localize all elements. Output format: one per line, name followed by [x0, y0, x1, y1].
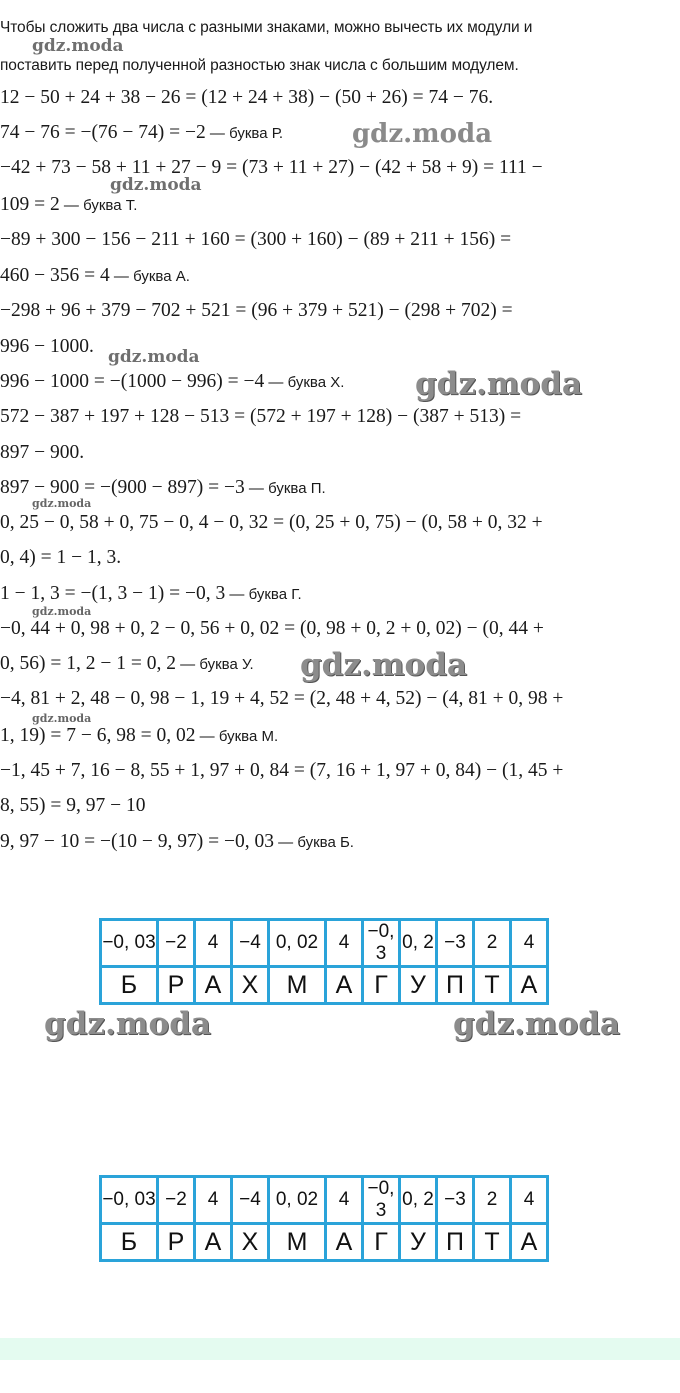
cipher-number-cell: 4 [326, 1177, 363, 1224]
cipher-letter-cell: Х [232, 1224, 269, 1261]
cipher-number-cell: 4 [195, 1177, 232, 1224]
cipher-letter-cell: А [511, 1224, 548, 1261]
cipher-letter-cell: А [326, 1224, 363, 1261]
cipher-letter-cell: Т [474, 967, 511, 1004]
solution-line: 74 − 76 = −(76 − 74) = −2 — буква Р. [0, 122, 284, 143]
cipher-number-cell: 0, 02 [269, 920, 326, 967]
solution-line: −0, 44 + 0, 98 + 0, 2 − 0, 56 + 0, 02 = (0, 98 + 0, 2 + 0, 02) − (0, 44 + [0, 618, 544, 639]
solution-line: −4, 81 + 2, 48 − 0, 98 − 1, 19 + 4, 52 = (2, 48 + 4, 52) − (4, 81 + 0, 98 + [0, 688, 564, 709]
solution-line: 109 = 2 — буква Т. [0, 194, 138, 215]
cipher-table-1 [99, 918, 549, 1005]
cipher-number-cell: −4 [232, 920, 269, 967]
cipher-letter-cell: Х [232, 967, 269, 1004]
watermark: gdz.moda [453, 1006, 620, 1042]
cipher-number-cell: 4 [326, 920, 363, 967]
solution-line: 996 − 1000 = −(1000 − 996) = −4 — буква Х. [0, 371, 345, 392]
footer-band [0, 1338, 680, 1360]
cipher-number-cell: −2 [158, 1177, 195, 1224]
cipher-letter-cell: А [195, 1224, 232, 1261]
watermark: gdz.moda [300, 647, 467, 683]
solution-line: 12 − 50 + 24 + 38 − 26 = (12 + 24 + 38) − (50 + 26) = 74 − 76. [0, 87, 494, 108]
solution-line: 572 − 387 + 197 + 128 − 513 = (572 + 197 + 128) − (387 + 513) = [0, 406, 522, 427]
solution-line: 9, 97 − 10 = −(10 − 9, 97) = −0, 03 — буква Б. [0, 831, 354, 852]
cipher-number-cell: 4 [511, 1177, 548, 1224]
cipher-number-cell: −0, 03 [101, 920, 158, 967]
cipher-letter-cell: П [437, 967, 474, 1004]
solution-line: 0, 56) = 1, 2 − 1 = 0, 2 — буква У. [0, 653, 254, 674]
cipher-numbers-row [101, 1177, 548, 1224]
cipher-letter-cell: А [195, 967, 232, 1004]
cipher-number-cell: 0, 2 [400, 920, 437, 967]
cipher-number-cell: −3 [437, 1177, 474, 1224]
cipher-letter-cell: Р [158, 1224, 195, 1261]
solution-line: 897 − 900. [0, 442, 85, 463]
cipher-number-cell: 2 [474, 1177, 511, 1224]
watermark: gdz.moda [110, 175, 202, 195]
cipher-letter-cell: Т [474, 1224, 511, 1261]
cipher-number-cell: −0, 03 [101, 1177, 158, 1224]
solution-line: 0, 4) = 1 − 1, 3. [0, 547, 122, 568]
intro-line-1: Чтобы сложить два числа с разными знаками, можно вычесть их модули и [0, 19, 533, 36]
cipher-numbers-row [101, 920, 548, 967]
solution-line: 1, 19) = 7 − 6, 98 = 0, 02 — буква М. [0, 725, 279, 746]
watermark: gdz.moda [32, 497, 92, 510]
cipher-letter-cell: Б [101, 1224, 158, 1261]
solution-line: 897 − 900 = −(900 − 897) = −3 — буква П. [0, 477, 326, 498]
cipher-letter-cell: М [269, 967, 326, 1004]
solution-line: 0, 25 − 0, 58 + 0, 75 − 0, 4 − 0, 32 = (0, 25 + 0, 75) − (0, 58 + 0, 32 + [0, 512, 543, 533]
watermark: gdz.moda [44, 1006, 211, 1042]
cipher-number-cell: −0, 3 [363, 1177, 400, 1224]
cipher-table-2 [99, 1175, 549, 1262]
cipher-number-cell: −0, 3 [363, 920, 400, 967]
cipher-number-cell: 4 [195, 920, 232, 967]
solution-line: 996 − 1000. [0, 336, 94, 357]
cipher-letters-row [101, 1224, 548, 1261]
cipher-letter-cell: Р [158, 967, 195, 1004]
solution-line: 1 − 1, 3 = −(1, 3 − 1) = −0, 3 — буква Г. [0, 583, 302, 604]
watermark: gdz.moda [32, 712, 92, 725]
cipher-number-cell: −2 [158, 920, 195, 967]
watermark: gdz.moda [415, 366, 582, 402]
watermark: gdz.moda [32, 605, 92, 618]
solution-line: −1, 45 + 7, 16 − 8, 55 + 1, 97 + 0, 84 = (7, 16 + 1, 97 + 0, 84) − (1, 45 + [0, 760, 564, 781]
cipher-letters-row [101, 967, 548, 1004]
cipher-number-cell: 0, 02 [269, 1177, 326, 1224]
solution-line: −89 + 300 − 156 − 211 + 160 = (300 + 160) − (89 + 211 + 156) = [0, 229, 512, 250]
solution-line: −42 + 73 − 58 + 11 + 27 − 9 = (73 + 11 + 27) − (42 + 58 + 9) = 111 − [0, 157, 543, 178]
cipher-letter-cell: Г [363, 967, 400, 1004]
cipher-number-cell: 0, 2 [400, 1177, 437, 1224]
cipher-letter-cell: Г [363, 1224, 400, 1261]
solution-line: −298 + 96 + 379 − 702 + 521 = (96 + 379 + 521) − (298 + 702) = [0, 300, 513, 321]
cipher-number-cell: −4 [232, 1177, 269, 1224]
watermark: gdz.moda [108, 347, 200, 367]
solution-line: 8, 55) = 9, 97 − 10 [0, 795, 146, 816]
intro-line-2: поставить перед полученной разностью знак числа с большим модулем. [0, 57, 519, 74]
cipher-number-cell: 4 [511, 920, 548, 967]
cipher-letter-cell: Б [101, 967, 158, 1004]
cipher-letter-cell: А [326, 967, 363, 1004]
solution-line: 460 − 356 = 4 — буква А. [0, 265, 190, 286]
cipher-letter-cell: У [400, 967, 437, 1004]
watermark: gdz.moda [32, 36, 124, 56]
watermark: gdz.moda [352, 119, 493, 149]
cipher-number-cell: 2 [474, 920, 511, 967]
cipher-letter-cell: П [437, 1224, 474, 1261]
cipher-number-cell: −3 [437, 920, 474, 967]
cipher-letter-cell: А [511, 967, 548, 1004]
cipher-letter-cell: У [400, 1224, 437, 1261]
cipher-letter-cell: М [269, 1224, 326, 1261]
